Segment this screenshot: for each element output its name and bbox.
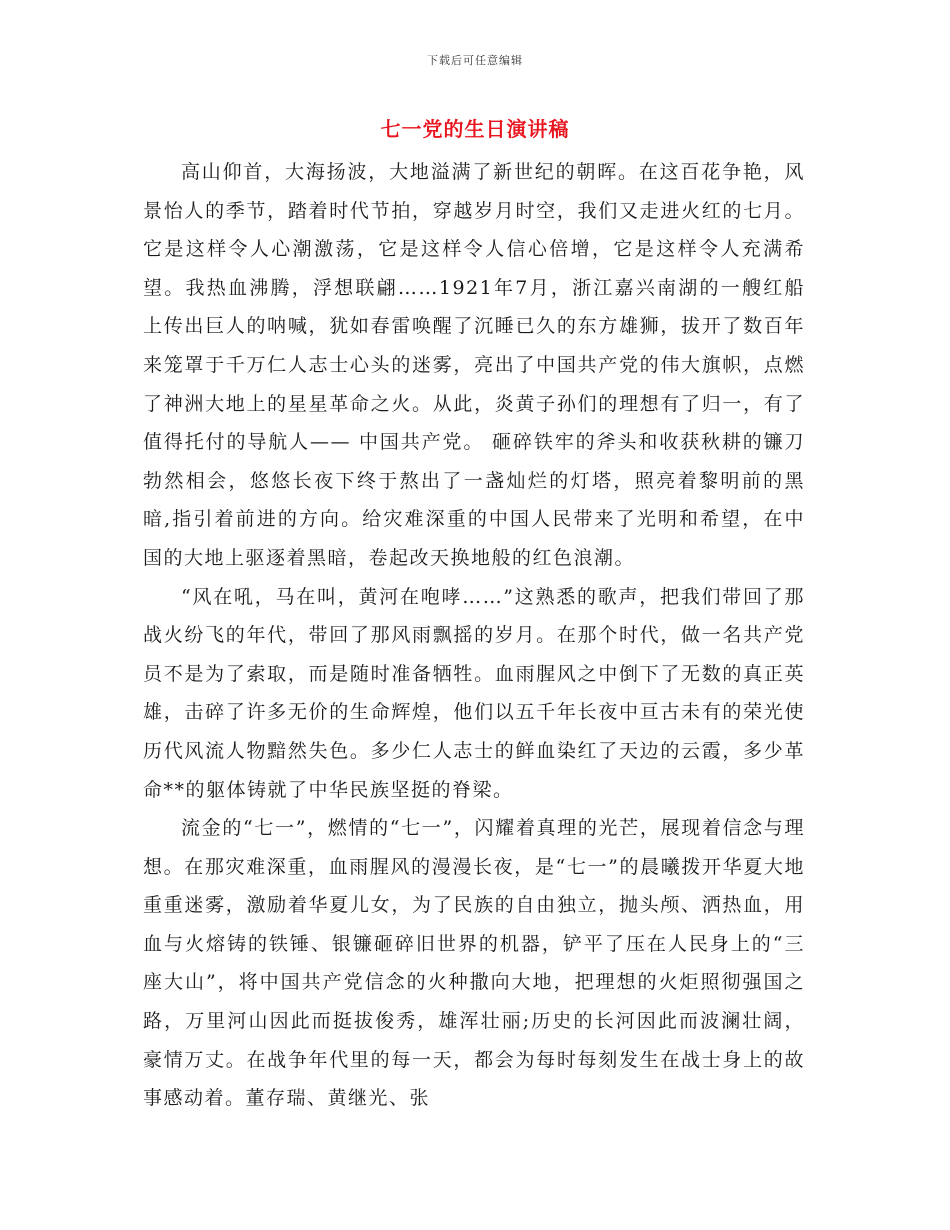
document-title: 七一党的生日演讲稿 [380, 117, 570, 141]
paragraph: 高山仰首，大海扬波，大地溢满了新世纪的朝晖。在这百花争艳，风景怡人的季节，踏着时代节拍，穿越岁月时空，我们又走进火红的七月。它是这样令人心潮激荡，它是这样令人信心倍增，它是这样令人充满希望。我热血沸腾，浮想联翩……1921年7月，浙江嘉兴南湖的一艘红船上传出巨人的呐喊，犹如春雷唤醒了沉睡已久的东方雄狮，拔开了数百年来笼罩于千万仁人志士心头的迷雾，亮出了中国共产党的伟大旗帜，点燃了神洲大地上的星星革命之火。从此，炎黄子孙们的理想有了归一，有了值得托付的导航人—— 中国共产党。 砸碎铁牢的斧头和收获秋耕的镰刀勃然相会，悠悠长夜下终于熬出了一盏灿烂的灯塔，照亮着黎明前的黑暗,指引着前进的方向。给灾难深重的中国人民带来了光明和希望，在中国的大地上驱逐着黑暗，卷起改天换地般的红色浪潮。 [143, 161, 805, 569]
paragraph: 流金的“七一”，燃情的“七一”，闪耀着真理的光芒，展现着信念与理想。在那灾难深重，血雨腥风的漫漫长夜，是“七一”的晨曦拨开华夏大地重重迷雾，激励着华夏儿女，为了民族的自由独立，抛头颅、洒热血，用血与火熔铸的铁锤、银镰砸碎旧世界的机器，铲平了压在人民身上的“三座大山”，将中国共产党信念的火种撒向大地，把理想的火炬照彻强国之路，万里河山因此而挺拔俊秀，雄浑壮丽;历史的长河因此而波澜壮阔，豪情万丈。在战争年代里的每一天，都会为每时每刻发生在战士身上的故事感动着。董存瑞、黄继光、张 [143, 817, 805, 1110]
header-note: 下载后可任意编辑 [427, 54, 523, 67]
document-body [143, 153, 805, 1118]
paragraph: “风在吼，马在叫，黄河在咆哮……”这熟悉的歌声，把我们带回了那战火纷飞的年代，带回了那风雨飘摇的岁月。在那个时代，做一名共产党员不是为了索取，而是随时准备牺牲。血雨腥风之中倒下了无数的真正英雄，击碎了许多无价的生命辉煌，他们以五千年长夜中亘古未有的荣光使历代风流人物黯然失色。多少仁人志士的鲜血染红了天边的云霞，多少革命**的躯体铸就了中华民族坚挺的脊梁。 [143, 585, 805, 801]
